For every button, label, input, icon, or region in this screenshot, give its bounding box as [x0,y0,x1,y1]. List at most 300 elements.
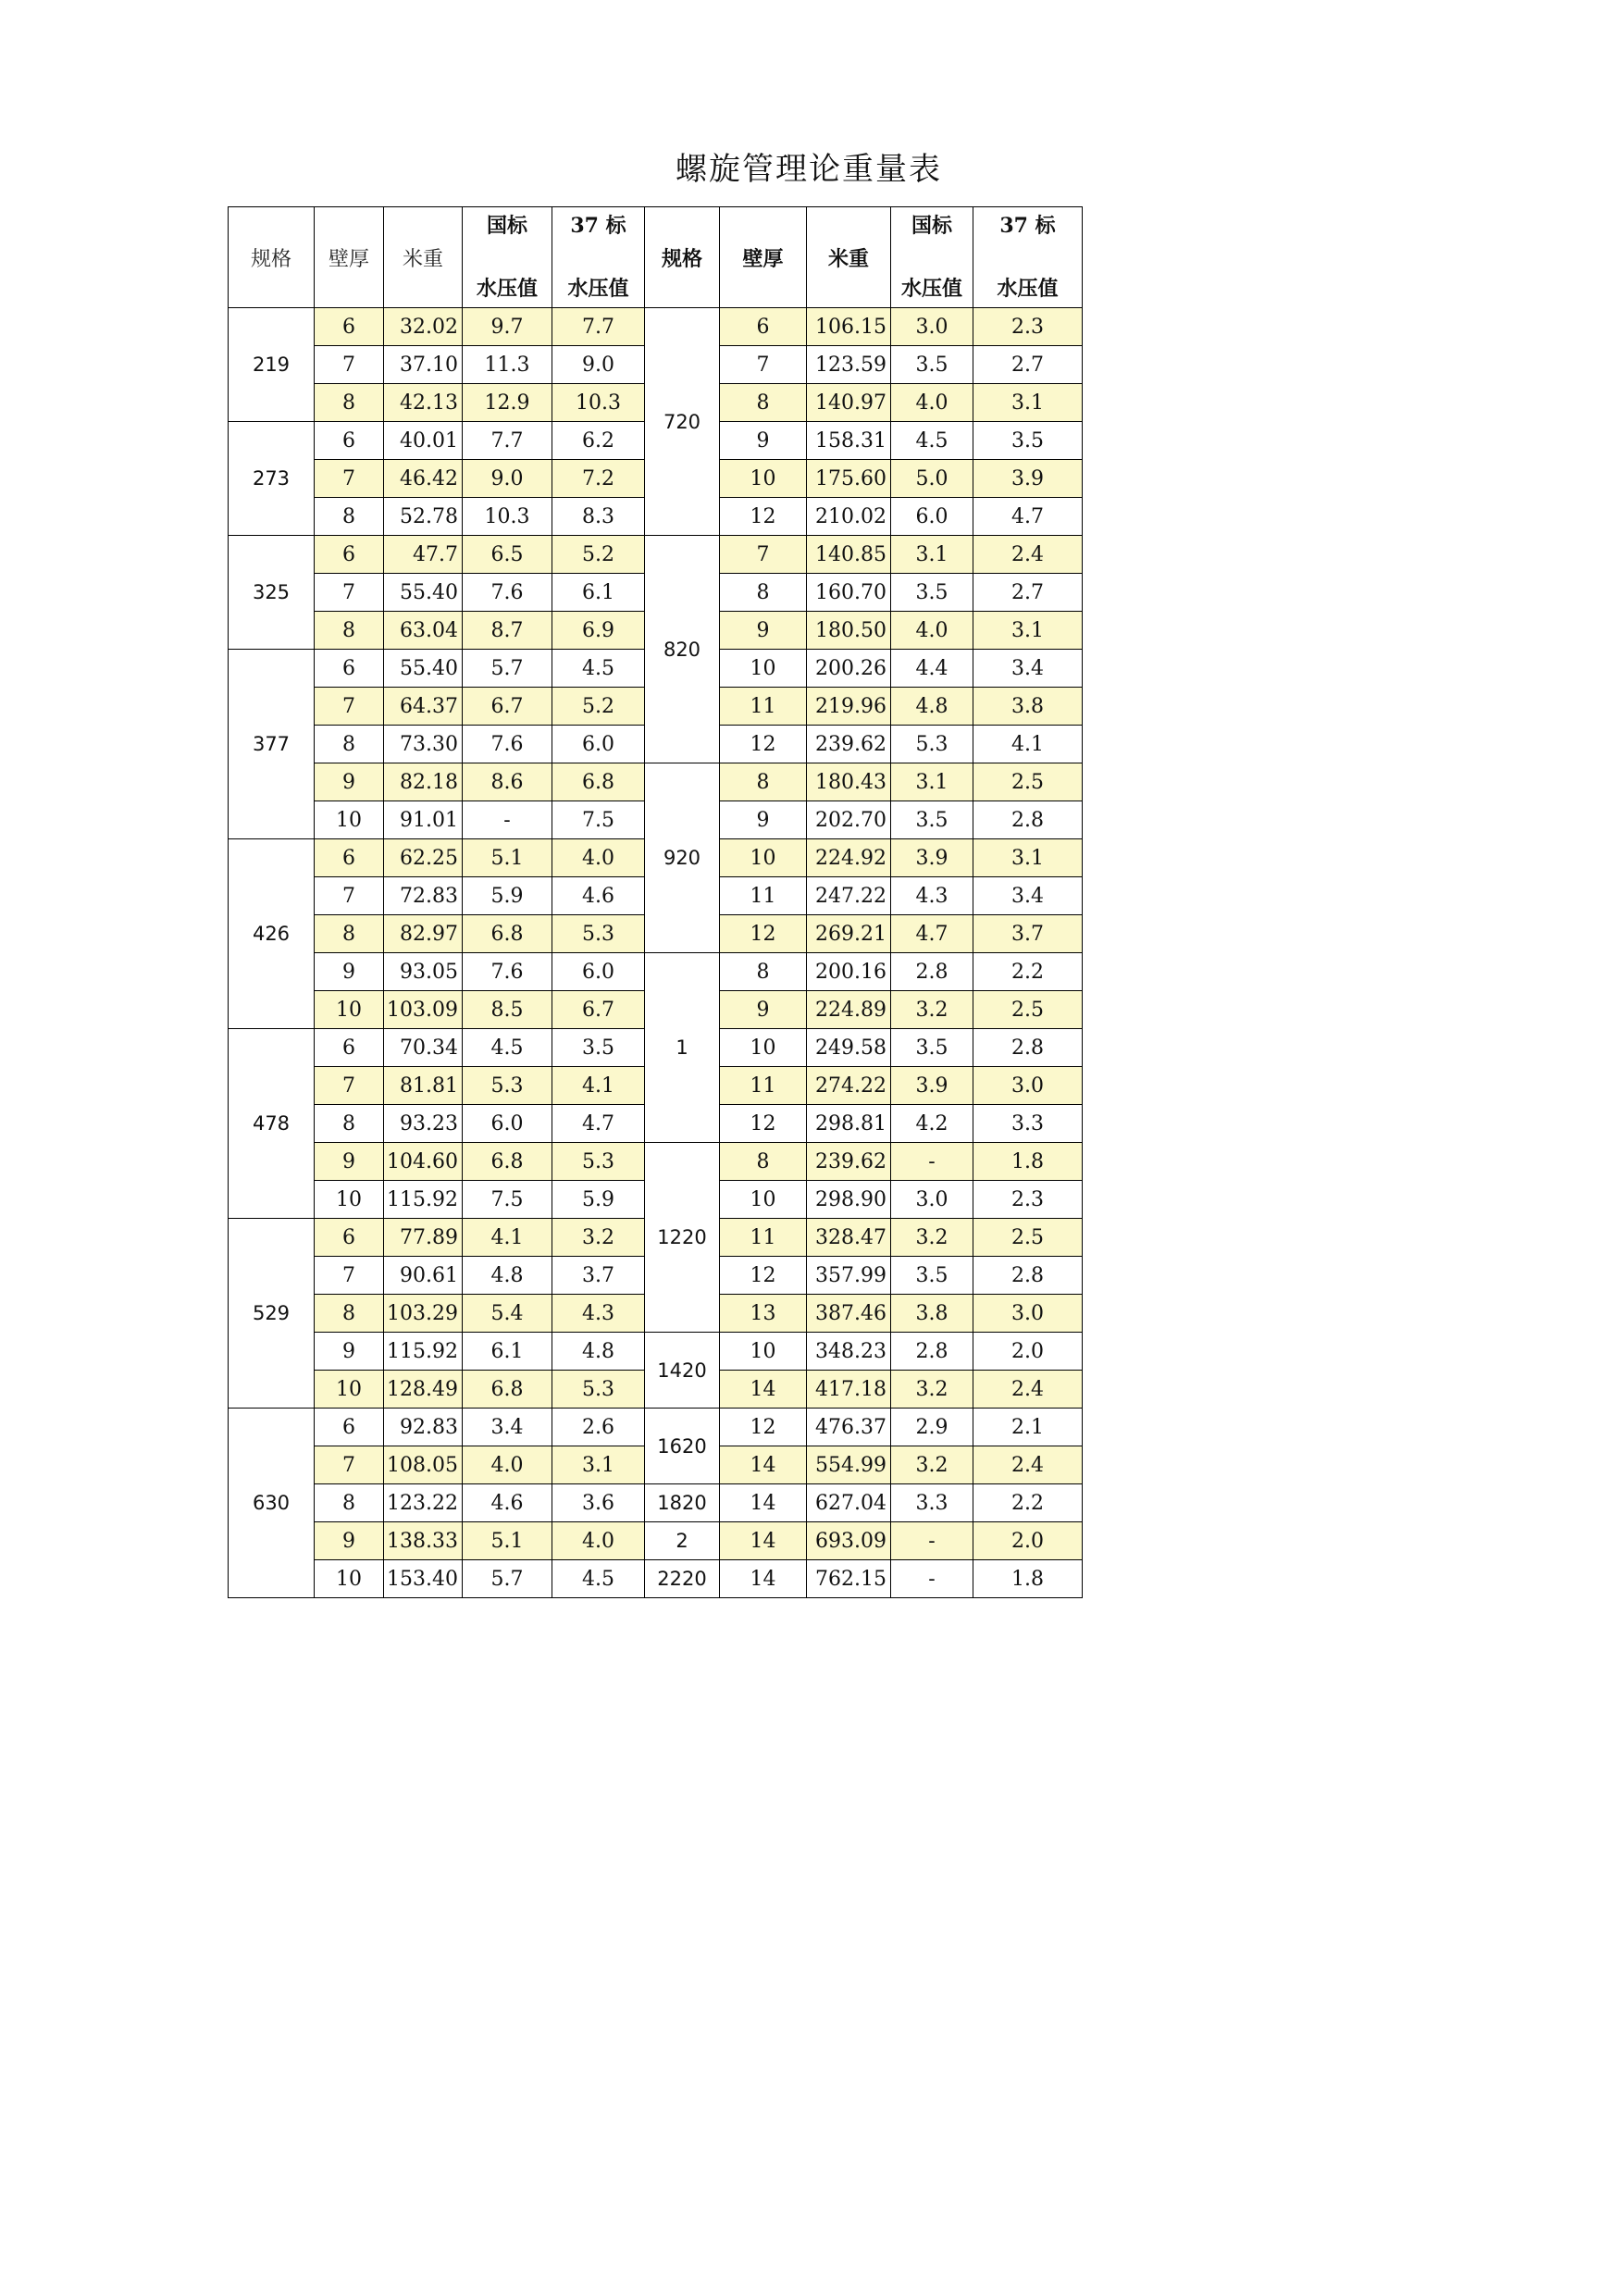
meter-weight-cell: 153.40 [384,1560,463,1598]
wall-thickness-cell: 8 [315,384,384,422]
wall-thickness-cell: 14 [720,1446,807,1484]
wall-thickness-cell: 10 [315,801,384,839]
std37-pressure-cell: 2.4 [973,1371,1083,1409]
meter-weight-cell: 200.26 [807,650,891,688]
table-row [229,1143,1083,1181]
header-37-bottom: 水压值 [567,277,629,301]
gb-pressure-cell: - [463,801,552,839]
gb-pressure-cell: 6.0 [891,498,973,536]
header-spec-right: 规格 [645,207,720,308]
table-row [229,953,1083,991]
spec-cell: 426 [229,839,315,1029]
std37-pressure-cell: 3.1 [973,384,1083,422]
gb-pressure-cell: 2.8 [891,1333,973,1371]
gb-pressure-cell: 3.5 [891,574,973,612]
meter-weight-cell: 269.21 [807,915,891,953]
table-row [229,1484,1083,1522]
wall-thickness-cell: 6 [315,422,384,460]
wall-thickness-cell: 8 [720,384,807,422]
meter-weight-cell: 328.47 [807,1219,891,1257]
meter-weight-cell: 32.02 [384,308,463,346]
gb-pressure-cell: 4.5 [463,1029,552,1067]
wall-thickness-cell: 10 [720,1333,807,1371]
std37-pressure-cell: 3.4 [973,877,1083,915]
meter-weight-cell: 175.60 [807,460,891,498]
gb-pressure-cell: 5.7 [463,1560,552,1598]
meter-weight-cell: 90.61 [384,1257,463,1295]
std37-pressure-cell: 3.3 [973,1105,1083,1143]
gb-pressure-cell: 7.5 [463,1181,552,1219]
std37-pressure-cell: 6.8 [552,763,645,801]
meter-weight-cell: 224.89 [807,991,891,1029]
gb-pressure-cell: 8.5 [463,991,552,1029]
std37-pressure-cell: 1.8 [973,1143,1083,1181]
meter-weight-cell: 37.10 [384,346,463,384]
std37-pressure-cell: 2.0 [973,1333,1083,1371]
std37-pressure-cell: 2.2 [973,1484,1083,1522]
std37-pressure-cell: 3.8 [973,688,1083,726]
wall-thickness-cell: 14 [720,1484,807,1522]
std37-pressure-cell: 3.0 [973,1067,1083,1105]
std37-pressure-cell: 6.1 [552,574,645,612]
gb-pressure-cell: 4.4 [891,650,973,688]
std37-pressure-cell: 2.7 [973,574,1083,612]
spec-cell: 720 [645,308,720,536]
std37-pressure-cell: 4.0 [552,1522,645,1560]
std37-pressure-cell: 9.0 [552,346,645,384]
std37-pressure-cell: 6.2 [552,422,645,460]
meter-weight-cell: 224.92 [807,839,891,877]
wall-thickness-cell: 9 [720,801,807,839]
meter-weight-cell: 63.04 [384,612,463,650]
meter-weight-cell: 77.89 [384,1219,463,1257]
table-row [229,1409,1083,1446]
meter-weight-cell: 476.37 [807,1409,891,1446]
wall-thickness-cell: 6 [315,839,384,877]
gb-pressure-cell: 5.3 [463,1067,552,1105]
header-gb-top: 国标 [911,214,952,238]
header-37-top: 37 标 [570,214,626,238]
wall-thickness-cell: 12 [720,1409,807,1446]
gb-pressure-cell: 3.2 [891,1446,973,1484]
meter-weight-cell: 160.70 [807,574,891,612]
gb-pressure-cell: 4.8 [463,1257,552,1295]
gb-pressure-cell: 3.5 [891,1257,973,1295]
wall-thickness-cell: 8 [720,1143,807,1181]
meter-weight-cell: 72.83 [384,877,463,915]
std37-pressure-cell: 5.3 [552,1143,645,1181]
wall-thickness-cell: 10 [720,460,807,498]
wall-thickness-cell: 8 [315,1295,384,1333]
meter-weight-cell: 62.25 [384,839,463,877]
meter-weight-cell: 103.29 [384,1295,463,1333]
header-gb-right [891,207,973,308]
wall-thickness-cell: 9 [315,1522,384,1560]
header-gb-top: 国标 [486,214,527,238]
wall-thickness-cell: 11 [720,1067,807,1105]
std37-pressure-cell: 2.2 [973,953,1083,991]
std37-pressure-cell: 2.1 [973,1409,1083,1446]
spec-cell: 2220 [645,1560,720,1598]
gb-pressure-cell: 4.1 [463,1219,552,1257]
wall-thickness-cell: 12 [720,1105,807,1143]
gb-pressure-cell: 4.8 [891,688,973,726]
header-wall-left: 壁厚 [315,207,384,308]
wall-thickness-cell: 10 [720,1181,807,1219]
std37-pressure-cell: 4.6 [552,877,645,915]
std37-pressure-cell: 2.7 [973,346,1083,384]
meter-weight-cell: 239.62 [807,1143,891,1181]
meter-weight-cell: 298.90 [807,1181,891,1219]
wall-thickness-cell: 9 [720,422,807,460]
wall-thickness-cell: 14 [720,1560,807,1598]
wall-thickness-cell: 7 [720,536,807,574]
spec-cell: 1220 [645,1143,720,1333]
wall-thickness-cell: 8 [315,612,384,650]
meter-weight-cell: 762.15 [807,1560,891,1598]
gb-pressure-cell: 9.7 [463,308,552,346]
wall-thickness-cell: 9 [315,763,384,801]
table-body [229,308,1083,1598]
wall-thickness-cell: 7 [720,346,807,384]
gb-pressure-cell: 7.7 [463,422,552,460]
table-row [229,308,1083,346]
wall-thickness-cell: 6 [315,1409,384,1446]
std37-pressure-cell: 5.3 [552,915,645,953]
gb-pressure-cell: 8.7 [463,612,552,650]
gb-pressure-cell: 3.9 [891,1067,973,1105]
meter-weight-cell: 108.05 [384,1446,463,1484]
wall-thickness-cell: 14 [720,1522,807,1560]
std37-pressure-cell: 4.1 [973,726,1083,763]
gb-pressure-cell: 3.3 [891,1484,973,1522]
meter-weight-cell: 81.81 [384,1067,463,1105]
gb-pressure-cell: 3.8 [891,1295,973,1333]
std37-pressure-cell: 4.3 [552,1295,645,1333]
meter-weight-cell: 554.99 [807,1446,891,1484]
wall-thickness-cell: 7 [315,346,384,384]
std37-pressure-cell: 2.3 [973,308,1083,346]
gb-pressure-cell: 7.6 [463,726,552,763]
spec-cell: 325 [229,536,315,650]
gb-pressure-cell: 9.0 [463,460,552,498]
wall-thickness-cell: 7 [315,688,384,726]
meter-weight-cell: 52.78 [384,498,463,536]
wall-thickness-cell: 8 [720,574,807,612]
gb-pressure-cell: 12.9 [463,384,552,422]
spec-cell: 630 [229,1409,315,1598]
wall-thickness-cell: 9 [315,953,384,991]
wall-thickness-cell: 7 [315,1067,384,1105]
wall-thickness-cell: 11 [720,877,807,915]
gb-pressure-cell: 4.2 [891,1105,973,1143]
header-gb-left [463,207,552,308]
wall-thickness-cell: 7 [315,877,384,915]
meter-weight-cell: 180.43 [807,763,891,801]
gb-pressure-cell: 3.2 [891,991,973,1029]
wall-thickness-cell: 6 [315,308,384,346]
gb-pressure-cell: 3.2 [891,1219,973,1257]
meter-weight-cell: 140.85 [807,536,891,574]
std37-pressure-cell: 7.7 [552,308,645,346]
spec-cell: 377 [229,650,315,839]
std37-pressure-cell: 2.5 [973,1219,1083,1257]
wall-thickness-cell: 8 [315,1105,384,1143]
gb-pressure-cell: 4.3 [891,877,973,915]
header-37-right [973,207,1083,308]
meter-weight-cell: 42.13 [384,384,463,422]
wall-thickness-cell: 6 [315,1219,384,1257]
table-row [229,1522,1083,1560]
wall-thickness-cell: 10 [720,839,807,877]
meter-weight-cell: 55.40 [384,574,463,612]
meter-weight-cell: 115.92 [384,1333,463,1371]
meter-weight-cell: 46.42 [384,460,463,498]
std37-pressure-cell: 4.8 [552,1333,645,1371]
wall-thickness-cell: 9 [720,612,807,650]
std37-pressure-cell: 4.5 [552,650,645,688]
gb-pressure-cell: 6.8 [463,915,552,953]
wall-thickness-cell: 7 [315,460,384,498]
wall-thickness-cell: 13 [720,1295,807,1333]
std37-pressure-cell: 3.6 [552,1484,645,1522]
std37-pressure-cell: 2.5 [973,763,1083,801]
std37-pressure-cell: 4.0 [552,839,645,877]
std37-pressure-cell: 2.8 [973,1257,1083,1295]
table-row [229,536,1083,574]
header-gb-bottom: 水压值 [900,277,962,301]
wall-thickness-cell: 14 [720,1371,807,1409]
gb-pressure-cell: 5.1 [463,1522,552,1560]
std37-pressure-cell: 4.5 [552,1560,645,1598]
meter-weight-cell: 128.49 [384,1371,463,1409]
std37-pressure-cell: 8.3 [552,498,645,536]
meter-weight-cell: 138.33 [384,1522,463,1560]
meter-weight-cell: 348.23 [807,1333,891,1371]
wall-thickness-cell: 11 [720,1219,807,1257]
gb-pressure-cell: 3.1 [891,536,973,574]
gb-pressure-cell: 3.0 [891,308,973,346]
gb-pressure-cell: 4.6 [463,1484,552,1522]
gb-pressure-cell: 7.6 [463,953,552,991]
meter-weight-cell: 123.59 [807,346,891,384]
wall-thickness-cell: 12 [720,498,807,536]
std37-pressure-cell: 7.2 [552,460,645,498]
gb-pressure-cell: 3.0 [891,1181,973,1219]
gb-pressure-cell: 3.2 [891,1371,973,1409]
std37-pressure-cell: 3.9 [973,460,1083,498]
wall-thickness-cell: 12 [720,1257,807,1295]
meter-weight-cell: 693.09 [807,1522,891,1560]
spec-cell: 529 [229,1219,315,1409]
std37-pressure-cell: 5.2 [552,536,645,574]
gb-pressure-cell: 5.3 [891,726,973,763]
header-weight-right: 米重 [807,207,891,308]
gb-pressure-cell: 10.3 [463,498,552,536]
meter-weight-cell: 123.22 [384,1484,463,1522]
gb-pressure-cell: 5.1 [463,839,552,877]
spec-cell: 1420 [645,1333,720,1409]
meter-weight-cell: 64.37 [384,688,463,726]
gb-pressure-cell: 5.7 [463,650,552,688]
gb-pressure-cell: 2.9 [891,1409,973,1446]
wall-thickness-cell: 10 [720,650,807,688]
meter-weight-cell: 219.96 [807,688,891,726]
meter-weight-cell: 104.60 [384,1143,463,1181]
std37-pressure-cell: 4.1 [552,1067,645,1105]
wall-thickness-cell: 10 [720,1029,807,1067]
meter-weight-cell: 202.70 [807,801,891,839]
wall-thickness-cell: 6 [720,308,807,346]
gb-pressure-cell: 3.1 [891,763,973,801]
gb-pressure-cell: 2.8 [891,953,973,991]
wall-thickness-cell: 7 [315,1257,384,1295]
wall-thickness-cell: 9 [720,991,807,1029]
gb-pressure-cell: 5.4 [463,1295,552,1333]
meter-weight-cell: 247.22 [807,877,891,915]
page-title: 螺旋管理论重量表 [676,151,942,188]
std37-pressure-cell: 4.7 [973,498,1083,536]
spec-cell: 273 [229,422,315,536]
spec-cell: 478 [229,1029,315,1219]
header-37-left [552,207,645,308]
gb-pressure-cell: 8.6 [463,763,552,801]
gb-pressure-cell: 3.4 [463,1409,552,1446]
meter-weight-cell: 200.16 [807,953,891,991]
table-row [229,1560,1083,1598]
wall-thickness-cell: 8 [720,763,807,801]
wall-thickness-cell: 8 [315,1484,384,1522]
spec-cell: 920 [645,763,720,953]
meter-weight-cell: 115.92 [384,1181,463,1219]
weight-table [228,206,1083,1598]
table-row [229,763,1083,801]
meter-weight-cell: 55.40 [384,650,463,688]
std37-pressure-cell: 6.7 [552,991,645,1029]
gb-pressure-cell: 3.5 [891,346,973,384]
std37-pressure-cell: 10.3 [552,384,645,422]
header-spec-left: 规格 [229,207,315,308]
meter-weight-cell: 249.58 [807,1029,891,1067]
wall-thickness-cell: 7 [315,574,384,612]
meter-weight-cell: 93.23 [384,1105,463,1143]
std37-pressure-cell: 2.8 [973,1029,1083,1067]
gb-pressure-cell: 6.7 [463,688,552,726]
std37-pressure-cell: 6.0 [552,726,645,763]
meter-weight-cell: 40.01 [384,422,463,460]
gb-pressure-cell: 5.9 [463,877,552,915]
std37-pressure-cell: 2.5 [973,991,1083,1029]
meter-weight-cell: 210.02 [807,498,891,536]
gb-pressure-cell: - [891,1522,973,1560]
std37-pressure-cell: 5.3 [552,1371,645,1409]
wall-thickness-cell: 12 [720,915,807,953]
wall-thickness-cell: 8 [315,915,384,953]
table-row [229,1333,1083,1371]
wall-thickness-cell: 6 [315,536,384,574]
std37-pressure-cell: 6.0 [552,953,645,991]
meter-weight-cell: 140.97 [807,384,891,422]
wall-thickness-cell: 9 [315,1143,384,1181]
spec-cell: 1820 [645,1484,720,1522]
std37-pressure-cell: 4.7 [552,1105,645,1143]
meter-weight-cell: 82.97 [384,915,463,953]
std37-pressure-cell: 2.3 [973,1181,1083,1219]
gb-pressure-cell: - [891,1143,973,1181]
gb-pressure-cell: 7.6 [463,574,552,612]
gb-pressure-cell: 4.5 [891,422,973,460]
std37-pressure-cell: 3.0 [973,1295,1083,1333]
header-row [229,207,1083,308]
std37-pressure-cell: 7.5 [552,801,645,839]
spec-cell: 820 [645,536,720,763]
meter-weight-cell: 627.04 [807,1484,891,1522]
meter-weight-cell: 106.15 [807,308,891,346]
meter-weight-cell: 387.46 [807,1295,891,1333]
meter-weight-cell: 91.01 [384,801,463,839]
std37-pressure-cell: 6.9 [552,612,645,650]
wall-thickness-cell: 10 [315,1371,384,1409]
gb-pressure-cell: 5.0 [891,460,973,498]
meter-weight-cell: 47.7 [384,536,463,574]
gb-pressure-cell: 6.8 [463,1143,552,1181]
meter-weight-cell: 103.09 [384,991,463,1029]
meter-weight-cell: 93.05 [384,953,463,991]
gb-pressure-cell: - [891,1560,973,1598]
meter-weight-cell: 158.31 [807,422,891,460]
std37-pressure-cell: 3.2 [552,1219,645,1257]
std37-pressure-cell: 3.1 [973,612,1083,650]
meter-weight-cell: 82.18 [384,763,463,801]
gb-pressure-cell: 4.0 [891,612,973,650]
wall-thickness-cell: 7 [315,1446,384,1484]
gb-pressure-cell: 4.0 [463,1446,552,1484]
gb-pressure-cell: 11.3 [463,346,552,384]
std37-pressure-cell: 3.1 [552,1446,645,1484]
wall-thickness-cell: 12 [720,726,807,763]
std37-pressure-cell: 2.4 [973,1446,1083,1484]
meter-weight-cell: 239.62 [807,726,891,763]
header-37-bottom: 水压值 [997,277,1059,301]
meter-weight-cell: 417.18 [807,1371,891,1409]
wall-thickness-cell: 8 [315,726,384,763]
std37-pressure-cell: 3.1 [973,839,1083,877]
std37-pressure-cell: 3.7 [973,915,1083,953]
spec-cell: 219 [229,308,315,422]
wall-thickness-cell: 10 [315,1560,384,1598]
spec-cell: 1 [645,953,720,1143]
gb-pressure-cell: 4.7 [891,915,973,953]
header-gb-bottom: 水压值 [476,277,538,301]
header-weight-left: 米重 [384,207,463,308]
std37-pressure-cell: 3.7 [552,1257,645,1295]
std37-pressure-cell: 2.0 [973,1522,1083,1560]
meter-weight-cell: 92.83 [384,1409,463,1446]
spec-cell: 1620 [645,1409,720,1484]
gb-pressure-cell: 4.0 [891,384,973,422]
gb-pressure-cell: 3.9 [891,839,973,877]
meter-weight-cell: 70.34 [384,1029,463,1067]
wall-thickness-cell: 11 [720,688,807,726]
meter-weight-cell: 180.50 [807,612,891,650]
gb-pressure-cell: 6.5 [463,536,552,574]
std37-pressure-cell: 2.4 [973,536,1083,574]
wall-thickness-cell: 9 [315,1333,384,1371]
std37-pressure-cell: 3.4 [973,650,1083,688]
wall-thickness-cell: 6 [315,650,384,688]
std37-pressure-cell: 5.9 [552,1181,645,1219]
spec-cell: 2 [645,1522,720,1560]
